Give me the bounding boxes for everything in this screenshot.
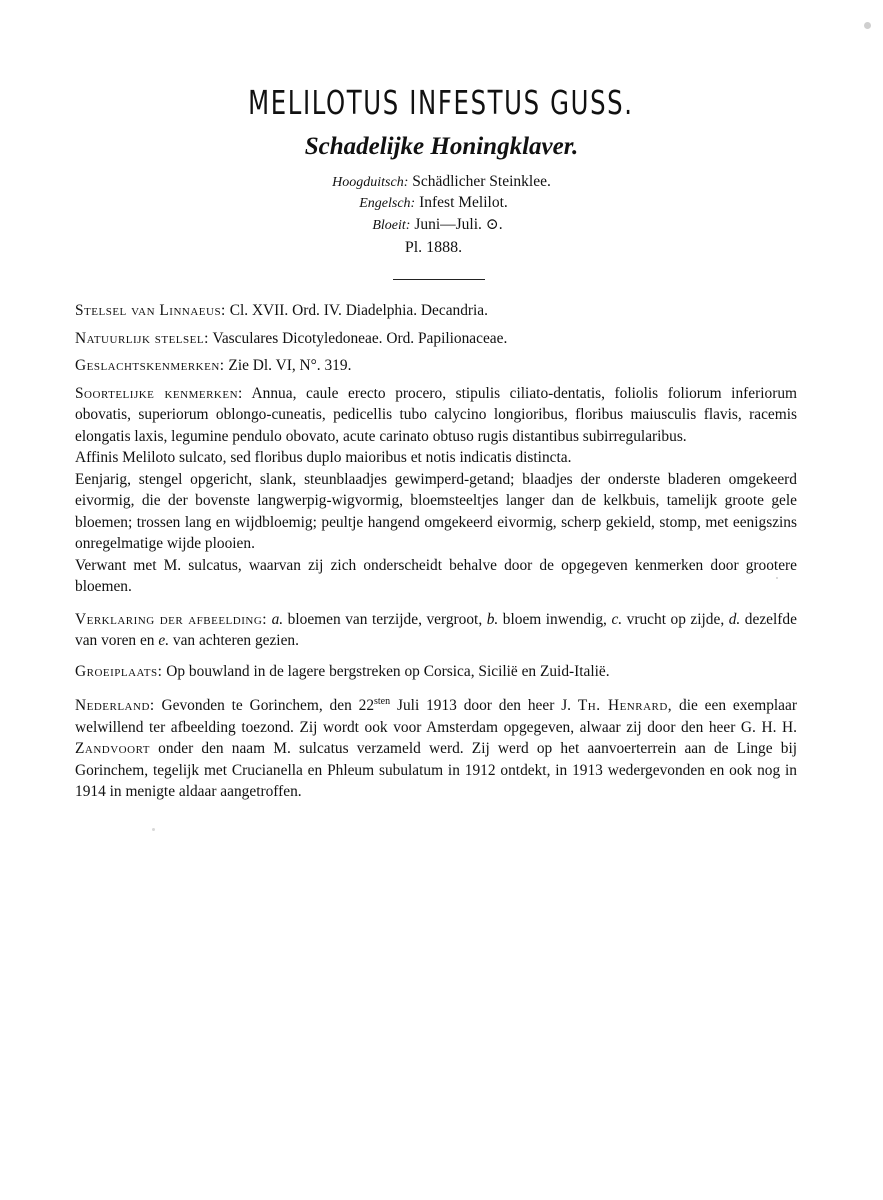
figure-letter-c: c. xyxy=(611,610,623,628)
figure-text-1: bloemen van terzijde, vergroot, xyxy=(287,610,483,628)
dutch-description-paragraph: Eenjarig, stengel opgericht, slank, steunblaadjes gewimperd-getand; blaadjes der onderste bladeren omgekeerd eivormig, die der bovenste langwerpig-wigvormig, bloemsteeltjes langer dan de kelkbuis, tamelijk groote gele bloemen; trossen lang en wijdbloemig; peultje hangend omgekeerd eivormig, scherp gekield, stomp, met eenigszins onregelmatige wijde plooien. xyxy=(75,470,797,552)
habitat-paragraph xyxy=(75,661,797,683)
scan-speck xyxy=(864,22,871,29)
figure-letter-d: d. xyxy=(728,610,741,628)
scan-speck xyxy=(152,828,155,831)
figure-text-2: bloem inwendig, xyxy=(502,610,607,628)
english-name-line xyxy=(0,194,875,212)
netherlands-label: Nederland: xyxy=(75,697,155,715)
netherlands-paragraph xyxy=(75,691,797,803)
related-paragraph: Verwant met M. sulcatus, waarvan zij zich onderscheidt behalve door de opgegeven kenmerken door grootere bloemen. xyxy=(75,556,797,595)
netherlands-text-4: onder den naam M. sulcatus verzameld werd. Zij werd op het aanvoerterrein aan de Linge bij Gorinchem, tegelijk met Crucianella en Phleum subulatum in 1912 ontdekt, in 1913 wedergevonden en ook nog in 1914 in menigte aldaar aangetroffen. xyxy=(75,740,797,801)
figure-letter-e: e. xyxy=(158,632,170,649)
body-text xyxy=(75,300,797,803)
figure-text-3: vrucht op zijde, xyxy=(626,610,725,628)
german-name-line xyxy=(0,173,883,191)
linnaeus-label: Stelsel van Linnaeus: xyxy=(75,302,226,319)
netherlands-text-2: Juli 1913 door den heer J. xyxy=(396,697,572,715)
netherlands-name-henrard: Th. Henrard, xyxy=(577,697,673,715)
english-name-label: Engelsch: xyxy=(359,196,416,211)
linnaeus-value: Cl. XVII. Ord. IV. Diadelphia. Decandria. xyxy=(229,302,488,319)
habitat-label: Groeiplaats: xyxy=(75,662,163,680)
german-name-value: Schädlicher Steinklee. xyxy=(412,173,551,190)
english-name-value: Infest Melilot. xyxy=(419,194,508,211)
natural-system-value: Vasculares Dicotyledoneae. Ord. Papilionaceae. xyxy=(212,329,508,347)
genus-paragraph xyxy=(75,355,797,377)
figure-letter-a: a. xyxy=(271,610,284,628)
genus-value: Zie Dl. VI, N°. 319. xyxy=(228,357,352,374)
divider-rule xyxy=(393,279,485,280)
affinis-paragraph: Affinis Meliloto sulcato, sed floribus duplo maioribus et notis indicatis distincta. xyxy=(75,449,572,466)
german-name-label: Hoogduitsch: xyxy=(332,175,409,190)
page-subtitle: Schadelijke Honingklaver. xyxy=(304,133,579,160)
linnaeus-paragraph xyxy=(75,300,797,322)
habitat-value: Op bouwland in de lagere bergstreken op Corsica, Sicilië en Zuid-Italië. xyxy=(166,662,610,680)
natural-system-label: Natuurlijk stelsel: xyxy=(75,329,209,347)
bloom-label: Bloeit: xyxy=(372,218,411,233)
figure-letter-b: b. xyxy=(486,610,499,628)
figure-explanation-paragraph xyxy=(75,609,797,652)
plate-number: Pl. 1888. xyxy=(404,239,463,256)
netherlands-text-3: die een exemplaar welwillend ter afbeelding toezond. Zij wordt ook voor Amsterdam opgegeven, alwaar zij door den heer G. H. H. xyxy=(75,697,797,736)
genus-label: Geslachtskenmerken: xyxy=(75,357,225,374)
figure-text-4: dezelfde van voren en xyxy=(75,610,797,649)
figure-text-5: van achteren gezien. xyxy=(172,632,299,649)
natural-system-paragraph xyxy=(75,328,797,350)
netherlands-text-1: Gevonden te Gorinchem, den 22 xyxy=(161,697,375,715)
species-label: Soortelijke kenmerken: xyxy=(75,384,243,402)
bloom-value: Juni—Juli. ⊙. xyxy=(414,216,503,233)
netherlands-name-zandvoort: Zandvoort xyxy=(75,740,150,758)
scan-speck xyxy=(776,577,778,579)
species-value: Annua, caule erecto procero, stipulis ciliato-dentatis, foliolis foliorum inferiorum obovatis, superiorum oblongo-cuneatis, pedicellis tubo calycino longioribus, floribus maiusculis flavis, racemis elongatis laxis, legumine pendulo obovato, acute carinato obtuso rugis distantibus subirregularibus. xyxy=(75,384,797,445)
figure-explanation-label: Verklaring der afbeelding: xyxy=(75,610,268,628)
page-title: MELILOTUS INFESTUS GUSS. xyxy=(248,83,634,122)
netherlands-superscript: sten xyxy=(374,696,391,707)
species-paragraph xyxy=(75,383,797,448)
bloom-line xyxy=(0,215,879,234)
